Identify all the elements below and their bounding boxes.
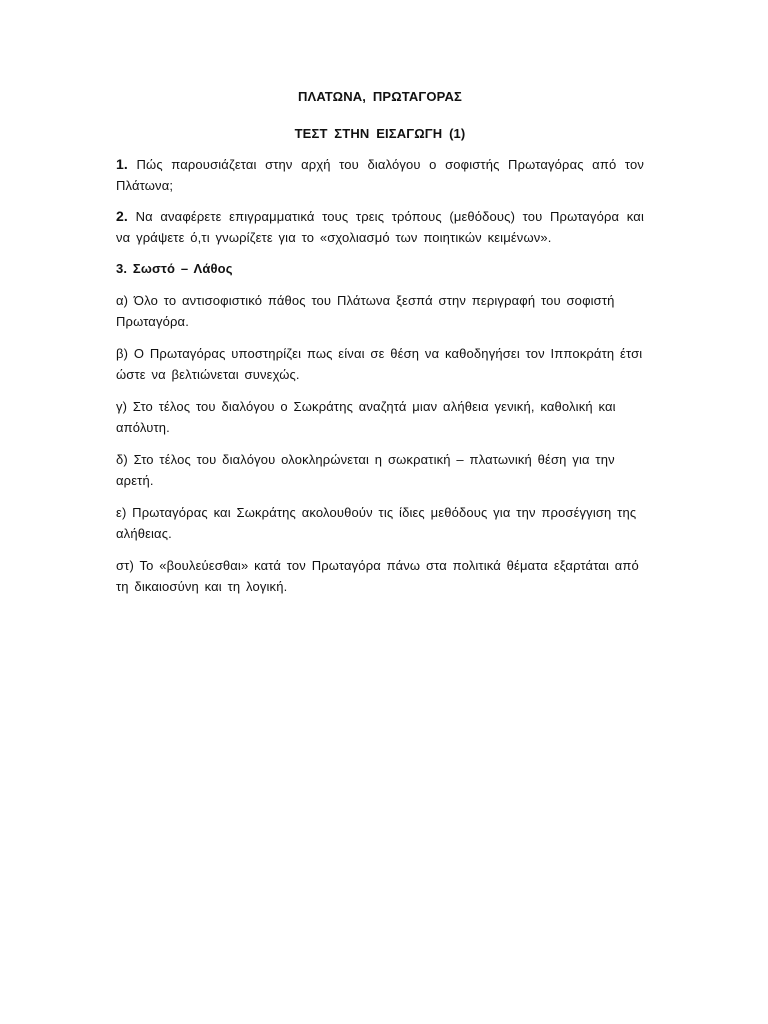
document-body (116, 86, 644, 608)
question-2 (116, 206, 644, 248)
document-title: ΠΛΑΤΩΝΑ, ΠΡΩΤΑΓΟΡΑΣ (297, 89, 462, 104)
true-false-item: β) Ο Πρωταγόρας υποστηρίζει πως είναι σε θέση να καθοδηγήσει τον Ιπποκράτη έτσι ώστε να βελτιώνεται συνεχώς. (116, 346, 643, 382)
true-false-item: α) Όλο το αντισοφιστικό πάθος του Πλάτωνα ξεσπά στην περιγραφή του σοφιστή Πρωταγόρα. (116, 293, 615, 329)
question-number: 2. (116, 208, 128, 224)
question-number: 1. (116, 156, 128, 172)
true-false-item: στ) Το «βουλεύεσθαι» κατά τον Πρωταγόρα πάνω στα πολιτικά θέματα εξαρτάται από τη δικαιοσύνη και τη λογική. (116, 558, 639, 594)
question-1 (116, 154, 644, 196)
question-text: Να αναφέρετε επιγραμματικά τους τρεις τρόπους (μεθόδους) του Πρωταγόρα και να γράψετε ό,τι γνωρίζετε για το «σχολιασμό των ποιητικών κειμένων». (116, 209, 644, 245)
true-false-item: ε) Πρωταγόρας και Σωκράτης ακολουθούν τις ίδιες μεθόδους για την προσέγγιση της αλήθειας. (116, 505, 637, 541)
section-heading-true-false: 3. Σωστό – Λάθος (116, 261, 233, 276)
document-subtitle: ΤΕΣΤ ΣΤΗΝ ΕΙΣΑΓΩΓΗ (1) (294, 126, 466, 141)
question-text: Πώς παρουσιάζεται στην αρχή του διαλόγου ο σοφιστής Πρωταγόρας από τον Πλάτωνα; (116, 157, 644, 193)
true-false-item: γ) Στο τέλος του διαλόγου ο Σωκράτης αναζητά μιαν αλήθεια γενική, καθολική και απόλυτη. (116, 399, 616, 435)
true-false-item: δ) Στο τέλος του διαλόγου ολοκληρώνεται η σωκρατική – πλατωνική θέση για την αρετή. (116, 452, 615, 488)
